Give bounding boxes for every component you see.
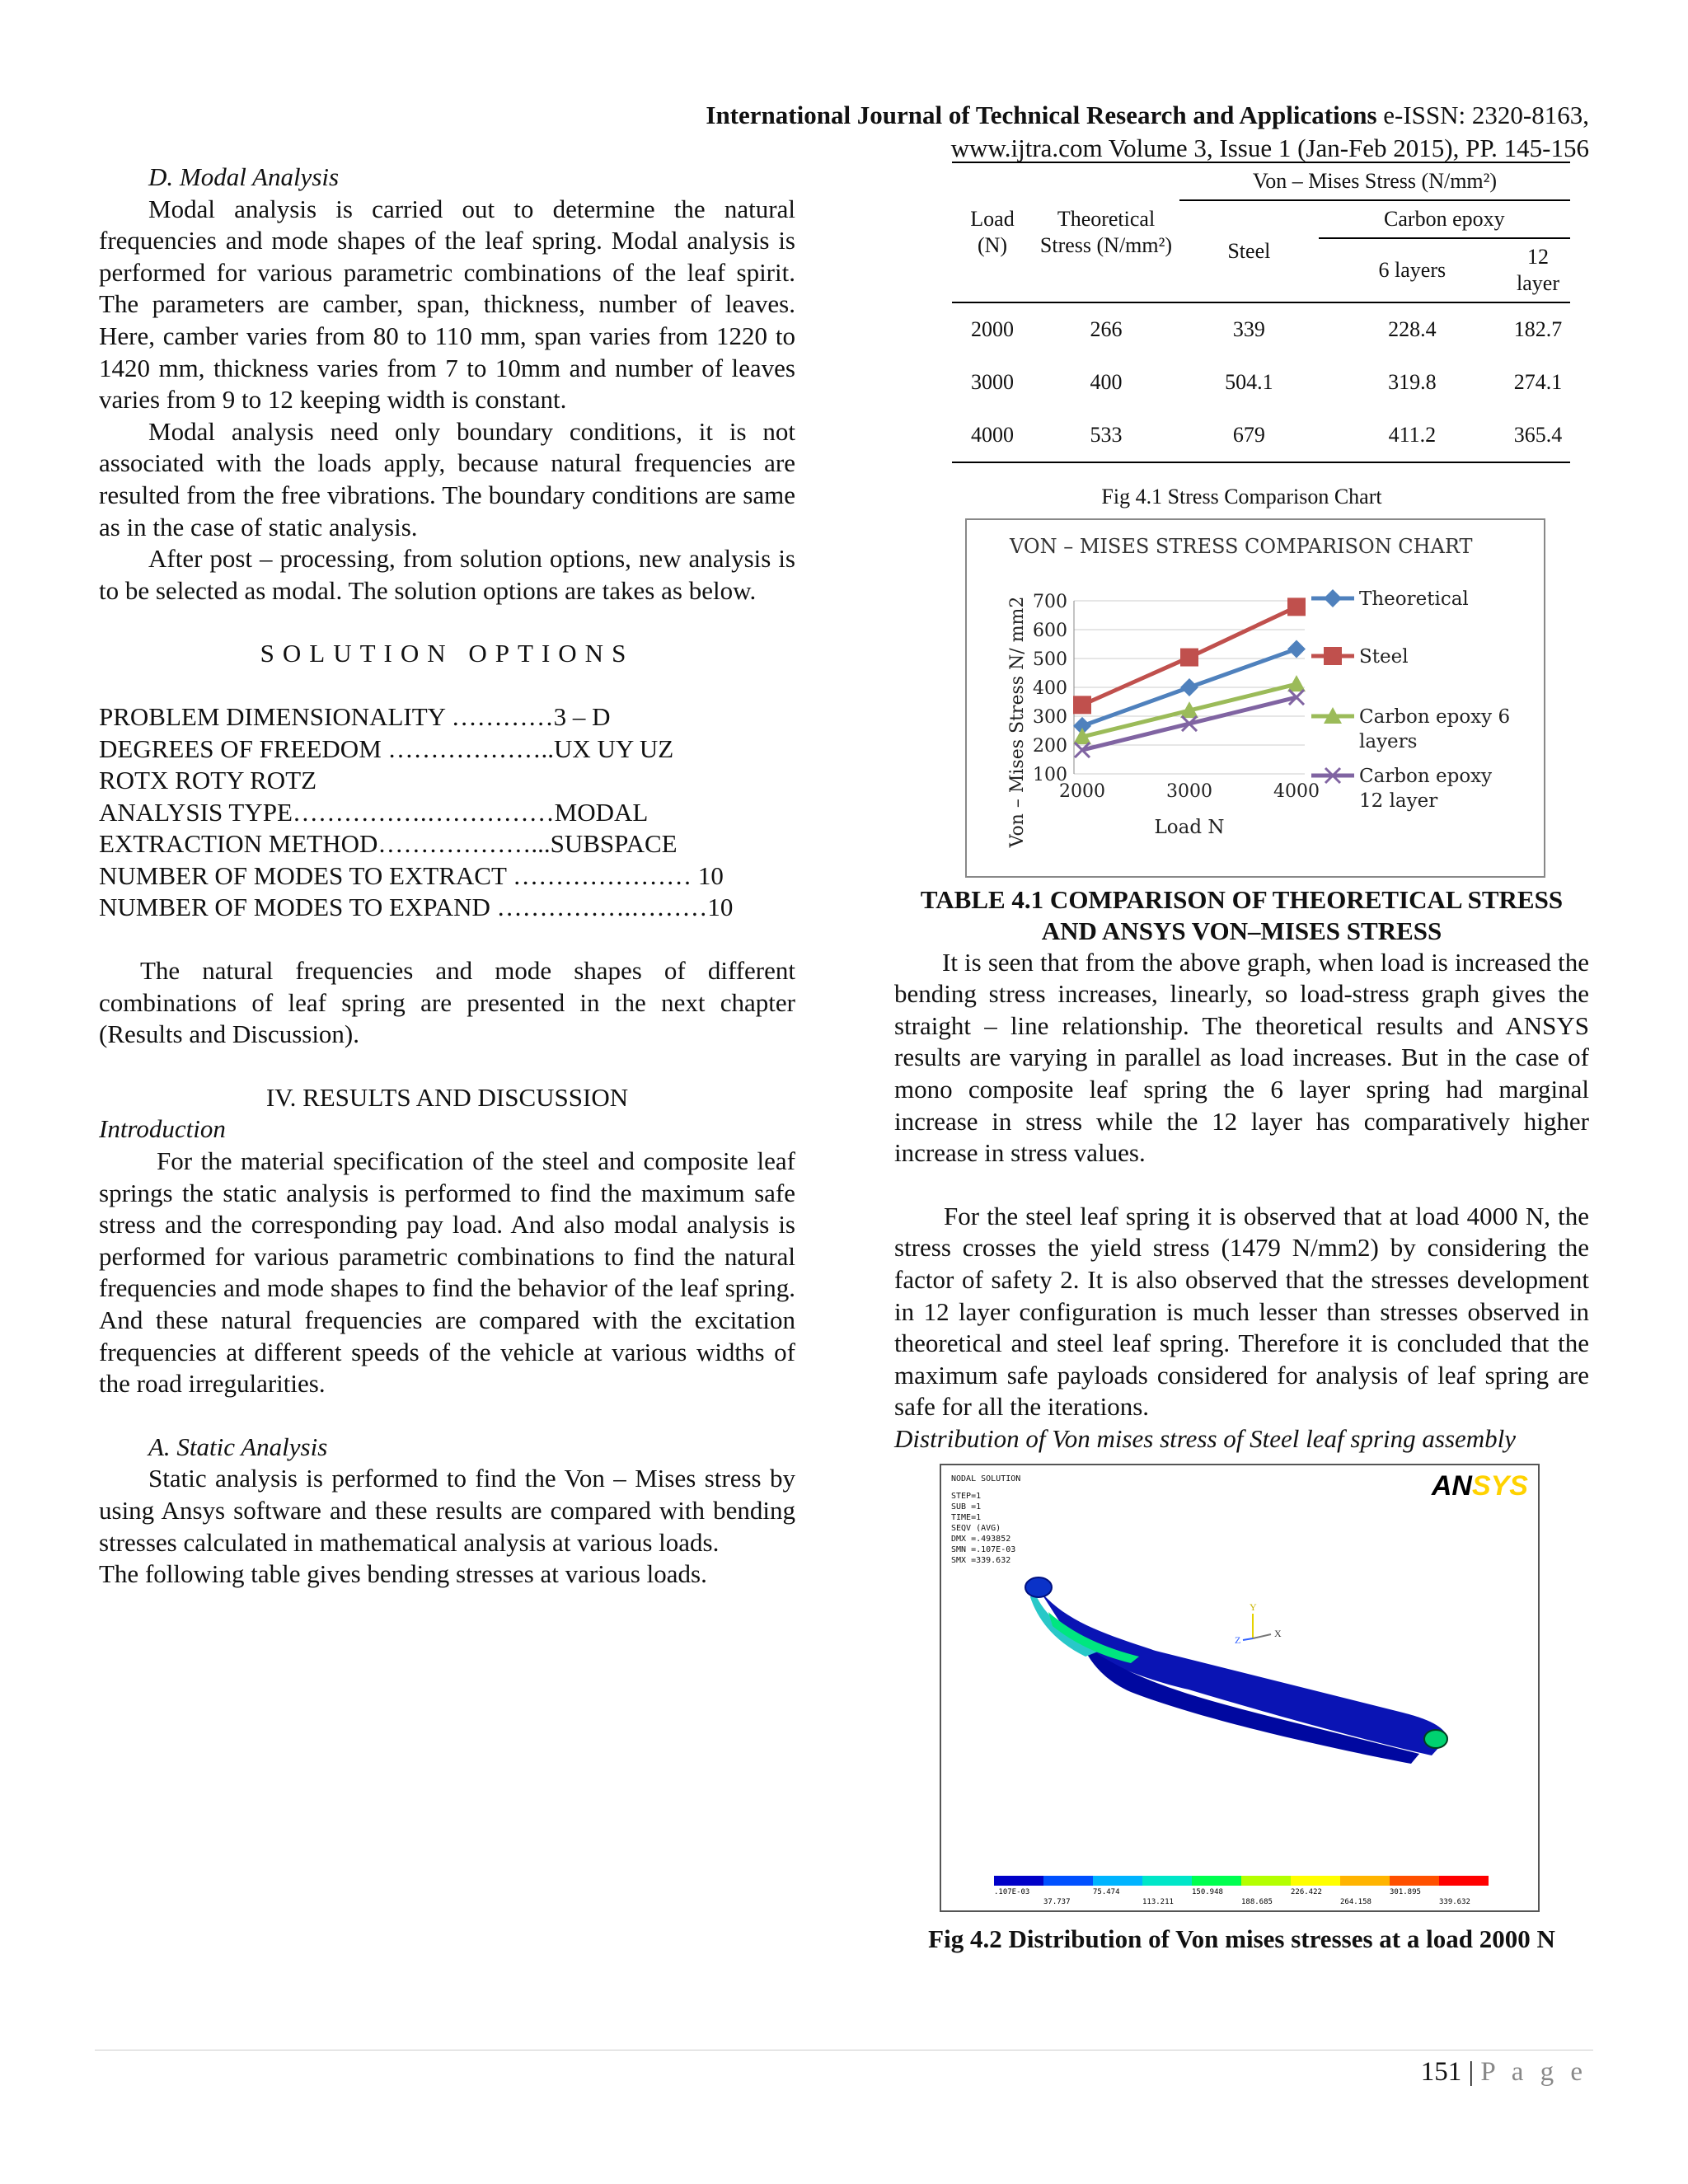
- table-cell: 679: [1232, 423, 1265, 447]
- ansys-info-line: TIME=1: [951, 1512, 982, 1522]
- axis-y-label: Y: [1250, 1601, 1257, 1613]
- table-cell: 319.8: [1388, 370, 1437, 394]
- marker-diamond: [1180, 678, 1198, 696]
- marker-diamond: [1324, 589, 1342, 607]
- static-analysis-heading: A. Static Analysis: [148, 1432, 328, 1461]
- table-cell: 365.4: [1513, 423, 1563, 447]
- table-row: [952, 356, 1570, 409]
- x-tick-label: 4000: [1273, 780, 1320, 802]
- introduction-heading: Introduction: [99, 1114, 226, 1144]
- color-scale-label: 301.895: [1390, 1887, 1421, 1896]
- ansys-info-line: SMX =339.632: [951, 1555, 1011, 1565]
- modal-analysis-heading: D. Modal Analysis: [148, 162, 340, 191]
- color-scale-bin: [1192, 1876, 1241, 1886]
- distribution-heading: Distribution of Von mises stress of Steel leaf spring assembly: [894, 1423, 1517, 1453]
- color-scale-label: 188.685: [1241, 1897, 1273, 1906]
- eye-right: [1424, 1730, 1447, 1748]
- modal-paragraph-2: Modal analysis need only boundary conditions, it is not associated with the loads apply, because natural frequencies are resulted from the free vibrations. The boundary conditions are same as in the case of static analysis.: [99, 416, 795, 541]
- table-cell: 3000: [971, 370, 1014, 394]
- color-scale-label: 264.158: [1340, 1897, 1372, 1906]
- ansys-info-line: NODAL SOLUTION: [951, 1474, 1021, 1483]
- color-scale-bin: [1142, 1876, 1192, 1886]
- color-scale-label: .107E-03: [994, 1887, 1030, 1896]
- page-number: 151: [1420, 2057, 1462, 2087]
- ansys-info-line: SEQV (AVG): [951, 1523, 1001, 1533]
- legend-label: Theoretical: [1359, 588, 1469, 610]
- option-modes-extract: NUMBER OF MODES TO EXTRACT ………………… 10: [99, 860, 724, 890]
- color-scale-bin: [1340, 1876, 1390, 1886]
- results-paragraph-2: For the steel leaf spring it is observed that at load 4000 N, the stress crosses the yield stress (1479 N/mm2) by considering the factor of safety 2. It is also observed that the stresses development in 12 layer configuration is much lesser than stresses observed in theoretical and steel leaf spring. Therefore it is concluded that the maximum safe payloads considered for analysis of leaf spring are safe for all the iterations.: [894, 1201, 1589, 1422]
- color-scale-label: 37.737: [1043, 1897, 1071, 1906]
- journal-volume: www.ijtra.com Volume 3, Issue 1 (Jan-Feb 2015), PP. 145-156: [950, 134, 1589, 162]
- ansys-logo: ANSYS: [1431, 1469, 1528, 1502]
- option-dof: DEGREES OF FREEDOM ………………..UX UY UZ: [99, 733, 674, 763]
- eye-left: [1025, 1577, 1052, 1597]
- y-axis-label: Von – Mises Stress N/ mm2: [1007, 596, 1028, 848]
- th-theoretical: Theoretical Stress (N/mm²): [1033, 162, 1179, 302]
- color-scale-bin: [1390, 1876, 1439, 1886]
- option-dimensionality: PROBLEM DIMENSIONALITY …………3 – D: [99, 701, 611, 731]
- color-scale-bin: [994, 1876, 1043, 1886]
- table-row: [952, 302, 1570, 356]
- leaf-spring-body: [1039, 1589, 1448, 1755]
- axis-x-label: X: [1274, 1627, 1282, 1639]
- option-dof-rot: ROTX ROTY ROTZ: [99, 766, 317, 795]
- color-scale-label: 339.632: [1439, 1897, 1470, 1906]
- th-load: Load (N): [952, 162, 1033, 302]
- leaf-spring-model: [941, 1465, 1538, 1910]
- marker-square: [1287, 598, 1306, 616]
- legend-label: Carbon epoxy: [1359, 765, 1493, 787]
- solution-options-title: SOLUTION OPTIONS: [260, 639, 635, 668]
- table-cell: 533: [1090, 423, 1123, 447]
- ansys-info-line: DMX =.493852: [951, 1534, 1011, 1544]
- left-column: [99, 162, 795, 1591]
- th-12-layer: 12 layer: [1517, 245, 1559, 295]
- chart-svg: [967, 520, 1544, 876]
- static-paragraph: Static analysis is performed to find the Von – Mises stress by using Ansys software and these results are compared with bending stresses calculated in mathematical analysis at various loads.: [99, 1464, 795, 1557]
- page-footer: [1421, 2057, 1587, 2088]
- ansys-info-line: STEP=1: [951, 1491, 982, 1501]
- th-von-mises: Von – Mises Stress (N/mm²): [1179, 162, 1570, 200]
- color-scale-label: 75.474: [1093, 1887, 1120, 1896]
- journal-name: International Journal of Technical Research and Applications: [706, 101, 1377, 129]
- page-separator: |: [1461, 2057, 1481, 2087]
- y-tick-label: 300: [1033, 706, 1067, 728]
- marker-square: [1073, 696, 1091, 714]
- option-analysis-type: ANALYSIS TYPE…………….……………MODAL: [99, 797, 649, 827]
- color-scale-label: 150.948: [1192, 1887, 1223, 1896]
- results-heading: IV. RESULTS AND DISCUSSION: [265, 1082, 629, 1112]
- issn: e-ISSN: 2320-8163,: [1376, 101, 1589, 129]
- marker-square: [1180, 648, 1198, 666]
- table-cell: 400: [1090, 370, 1123, 394]
- y-tick-label: 500: [1033, 649, 1067, 670]
- results-paragraph-1: It is seen that from the above graph, when load is increased the bending stress increases, linearly, so load-stress graph gives the straight – line relationship. The theoretical results and ANSYS results are varying in parallel as load increases. But in the case of mono composite leaf spring the 6 layer spring had marginal increase in stress while the 12 layer has comparatively higher increase in stress values.: [894, 947, 1589, 1168]
- legend-label: layers: [1359, 730, 1418, 752]
- color-scale-bin: [1093, 1876, 1142, 1886]
- table-row: [952, 409, 1570, 462]
- marker-triangle: [1287, 675, 1306, 691]
- y-tick-label: 700: [1033, 591, 1067, 612]
- th-steel: Steel: [1179, 200, 1319, 302]
- modal-paragraph-3: After post – processing, from solution options, new analysis is to be selected as modal. The solution options are takes as below.: [99, 544, 795, 605]
- x-axis-label: Load N: [1154, 816, 1225, 838]
- modal-paragraph-1: Modal analysis is carried out to determine the natural frequencies and mode shapes of the leaf spring. Modal analysis is performed for various parametric combinations of the leaf spirit. The parameters are camber, span, thickness, number of leaves. Here, camber varies from 80 to 110 mm, span varies from 1220 to 1420 mm, thickness varies from 7 to 10mm and number of leaves varies from 9 to 12 keeping width is constant.: [99, 194, 795, 415]
- marker-diamond: [1287, 640, 1306, 658]
- color-scale-bin: [1043, 1876, 1093, 1886]
- right-column: [894, 162, 1589, 1955]
- introduction-paragraph: For the material specification of the steel and composite leaf springs the static analysis is performed to find the maximum safe stress and the corresponding pay load. And also modal analysis is performed for various parametric combinations to find the natural frequencies and mode shapes to find the behavior of the leaf spring. And these natural frequencies are compared with the excitation frequencies at different speeds of the vehicle at various widths of the road irregularities.: [99, 1146, 795, 1399]
- color-scale-bin: [1439, 1876, 1489, 1886]
- color-scale-label: 226.422: [1291, 1887, 1322, 1896]
- ansys-info-line: SUB =1: [951, 1502, 982, 1511]
- table-cell: 266: [1090, 317, 1123, 341]
- th-6-layers: 6 layers: [1378, 258, 1447, 282]
- color-scale-bin: [1291, 1876, 1340, 1886]
- color-scale-bin: [1241, 1876, 1291, 1886]
- table-cell: 339: [1232, 317, 1265, 341]
- fig1-caption: Fig 4.1 Stress Comparison Chart: [1101, 485, 1382, 509]
- y-tick-label: 400: [1033, 677, 1067, 699]
- natural-frequency-paragraph: The natural frequencies and mode shapes of different combinations of leaf spring are presented in the next chapter (Results and Discussion).: [99, 956, 795, 1049]
- axis-z-label: Z: [1235, 1633, 1241, 1646]
- option-modes-expand: NUMBER OF MODES TO EXPAND …………….………10: [99, 893, 734, 922]
- table-cell: 4000: [971, 423, 1014, 447]
- page-header: [706, 99, 1589, 165]
- table-cell: 228.4: [1388, 317, 1437, 341]
- th-carbon-epoxy: Carbon epoxy: [1319, 200, 1570, 238]
- legend-label: 12 layer: [1359, 790, 1438, 812]
- stress-table: [952, 162, 1570, 463]
- legend-label: Steel: [1359, 645, 1409, 668]
- y-tick-label: 200: [1033, 735, 1067, 757]
- chart-title: VON – MISES STRESS COMPARISON CHART: [1010, 534, 1473, 558]
- y-tick-label: 600: [1033, 620, 1067, 641]
- stress-comparison-chart: [965, 518, 1545, 878]
- fig2-caption: Fig 4.2 Distribution of Von mises stresses at a load 2000 N: [928, 1924, 1555, 1953]
- table-title: TABLE 4.1 COMPARISON OF THEORETICAL STRESS AND ANSYS VON–MISES STRESS: [920, 884, 1564, 945]
- table-cell: 504.1: [1225, 370, 1273, 394]
- marker-square: [1324, 647, 1342, 665]
- page-label: P a g e: [1480, 2057, 1587, 2087]
- y-tick-label: 100: [1033, 764, 1067, 785]
- option-extraction: EXTRACTION METHOD………………...SUBSPACE: [99, 829, 678, 859]
- table-cell: 182.7: [1513, 317, 1563, 341]
- table-cell: 411.2: [1388, 423, 1437, 447]
- color-scale-label: 113.211: [1142, 1897, 1174, 1906]
- ansys-stress-plot: [940, 1464, 1540, 1912]
- x-tick-label: 3000: [1166, 780, 1212, 802]
- static-table-intro: The following table gives bending stresses at various loads.: [99, 1559, 707, 1589]
- x-tick-label: 2000: [1059, 780, 1105, 802]
- table-cell: 274.1: [1513, 370, 1563, 394]
- ansys-info-line: SMN =.107E-03: [951, 1544, 1016, 1554]
- table-cell: 2000: [971, 317, 1014, 341]
- legend-label: Carbon epoxy 6: [1359, 705, 1511, 728]
- stress-color-scale: [994, 1876, 1489, 1906]
